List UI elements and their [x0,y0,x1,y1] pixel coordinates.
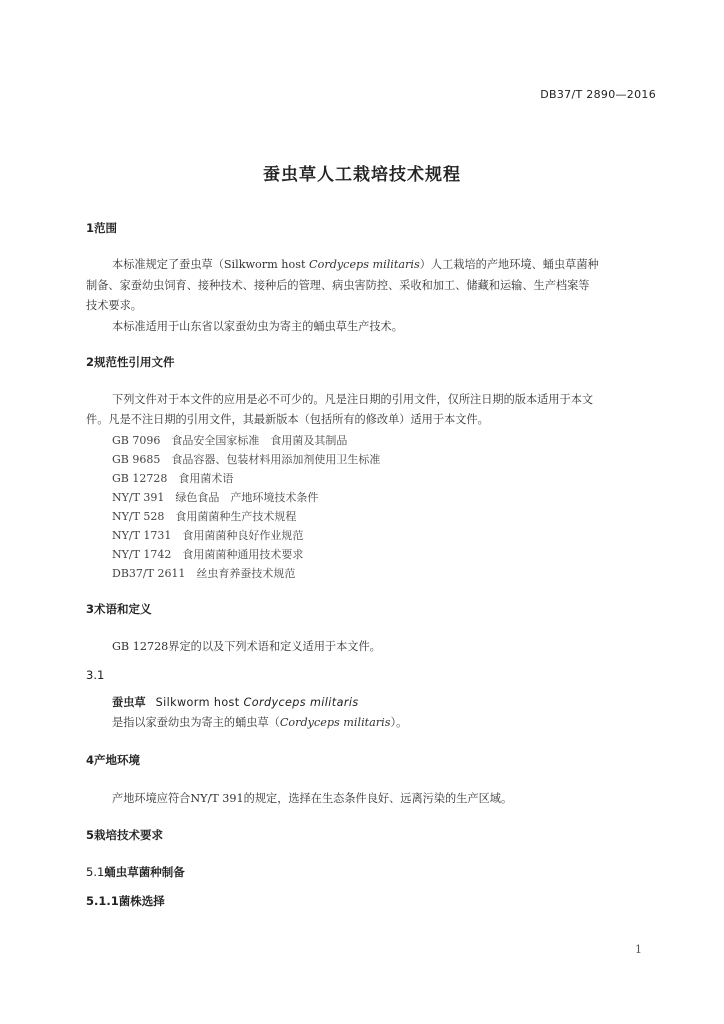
section-number: 5.1 [86,865,105,879]
reference-item: GB 12728 食用菌术语 [112,472,234,485]
paragraph-line: 本标准适用于山东省以家蚕幼虫为寄主的蛹虫草生产技术。 [112,320,403,333]
paragraph-line: 技术要求。 [86,299,142,312]
subsection-number-3-1: 3.1 [86,668,105,682]
paragraph-line: 本标准规定了蚕虫草（Silkworm host Cordyceps militaris）人工栽培的产地环境、蛹虫草菌种 [112,258,599,271]
section-heading-5 [86,827,163,843]
standard-number: DB37/T 2890—2016 [540,88,656,101]
reference-item: NY/T 1731 食用菌菌种良好作业规范 [112,529,304,542]
section-title: 产地环境 [94,753,141,767]
section-number: 3 [86,602,95,616]
paragraph-line: 下列文件对于本文件的应用是必不可少的。凡是注日期的引用文件，仅所注日期的版本适用于本文 [112,393,594,406]
section-title: 规范性引用文件 [94,355,175,369]
reference-item: DB37/T 2611 丝虫育养蚕技术规范 [112,567,296,580]
section-number: 4 [86,753,95,767]
paragraph-line: 产地环境应符合NY/T 391的规定，选择在生态条件良好、远离污染的生产区域。 [112,792,513,805]
paragraph-line: GB 12728界定的以及下列术语和定义适用于本文件。 [112,640,381,653]
section-number: 2 [86,355,95,369]
section-heading-4 [86,752,140,768]
section-heading-1 [86,220,117,236]
section-title: 范围 [94,221,118,235]
section-number: 1 [86,221,95,235]
section-number: 5 [86,828,95,842]
reference-item: GB 9685 食品容器、包装材料用添加剂使用卫生标准 [112,453,381,466]
reference-item: NY/T 1742 食用菌菌种通用技术要求 [112,548,304,561]
page-number: 1 [635,943,642,956]
reference-item: GB 7096 食品安全国家标准 食用菌及其制品 [112,434,348,447]
section-heading-5-1-1 [86,893,165,909]
section-title: 术语和定义 [94,602,152,616]
term-entry: 蚕虫草 Silkworm host Cordyceps militaris [112,696,359,709]
paragraph-line: 件。凡是不注日期的引用文件，其最新版本（包括所有的修改单）适用于本文件。 [86,413,489,426]
section-heading-2 [86,354,175,370]
term-definition: 是指以家蚕幼虫为寄主的蛹虫草（Cordyceps militaris）。 [112,716,408,729]
section-title: 菌株选择 [118,894,165,908]
section-heading-5-1 [86,864,185,880]
section-number: 5.1.1 [86,894,119,908]
section-title: 蛹虫草菌种制备 [104,865,185,879]
paragraph-line: 制备、家蚕幼虫饲育、接种技术、接种后的管理、病虫害防控、采收和加工、储藏和运输、生产档案等 [86,279,590,292]
section-heading-3 [86,601,152,617]
document-title: 蚕虫草人工栽培技术规程 [263,165,461,185]
reference-item: NY/T 528 食用菌菌种生产技术规程 [112,510,297,523]
section-title: 栽培技术要求 [94,828,164,842]
reference-item: NY/T 391 绿色食品 产地环境技术条件 [112,491,319,504]
